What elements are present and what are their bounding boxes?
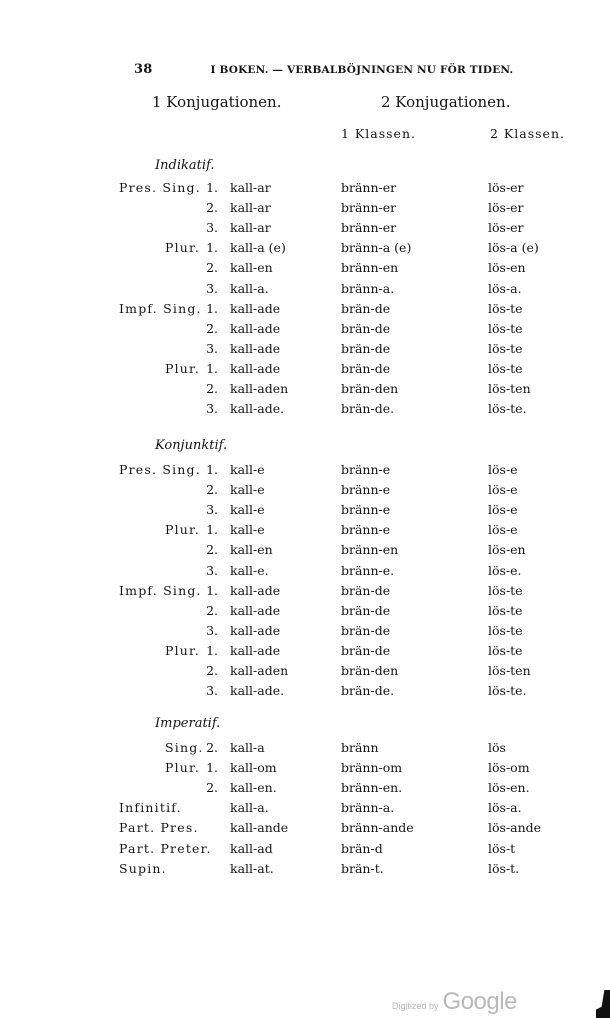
- form-second-conjugation-class-2: lös-a.: [488, 800, 522, 816]
- form-first-conjugation: kall-e: [230, 482, 265, 498]
- form-second-conjugation-class-1: bränn-en: [341, 260, 399, 276]
- form-second-conjugation-class-2: lös-om: [488, 760, 530, 776]
- form-label: Impf. Sing.: [119, 300, 202, 316]
- paradigm-row: [0, 260, 610, 280]
- section-title-konjunktif: Konjunktif.: [155, 438, 228, 453]
- person-number: 3.: [206, 562, 218, 578]
- form-second-conjugation-class-1: bränn-en: [341, 542, 399, 558]
- paradigm-row: [0, 301, 610, 321]
- paradigm-row: [0, 502, 610, 522]
- paradigm-row: [0, 760, 610, 780]
- form-second-conjugation-class-2: lös-er: [488, 180, 524, 195]
- section-title-indikatif: Indikatif.: [155, 158, 215, 173]
- person-number: 1.: [206, 760, 218, 776]
- form-second-conjugation-class-2: lös-ande: [488, 820, 542, 836]
- form-second-conjugation-class-1: brän-de: [341, 582, 391, 598]
- second-conjugation-class-1: 1 Klassen.: [341, 126, 416, 141]
- paradigm-row: [0, 522, 610, 542]
- person-number: 1.: [206, 240, 218, 256]
- scan-edge-mark: [596, 990, 610, 1018]
- paradigm-row: [0, 361, 610, 381]
- person-number: 2.: [206, 740, 218, 755]
- paradigm-row: [0, 643, 610, 663]
- form-second-conjugation-class-2: lös-te.: [488, 683, 527, 699]
- form-first-conjugation: kall-a.: [230, 800, 269, 816]
- person-number: 2.: [206, 320, 218, 336]
- paradigm-row: [0, 542, 610, 562]
- form-label: Pres. Sing.: [119, 180, 201, 195]
- form-first-conjugation: kall-at.: [230, 860, 274, 876]
- form-first-conjugation: kall-ade: [230, 642, 281, 658]
- form-second-conjugation-class-1: brän-de: [341, 642, 391, 658]
- form-first-conjugation: kall-en: [230, 260, 273, 276]
- form-label: Sing.: [165, 740, 204, 755]
- person-number: 1.: [206, 180, 218, 195]
- paradigm-row: [0, 200, 610, 220]
- person-number: 2.: [206, 602, 218, 618]
- paradigm-row: [0, 240, 610, 260]
- form-first-conjugation: kall-e: [230, 462, 265, 477]
- person-number: 2.: [206, 381, 218, 396]
- form-first-conjugation: kall-aden: [230, 663, 289, 678]
- form-second-conjugation-class-1: bränn-om: [341, 760, 403, 776]
- running-head: [134, 62, 514, 77]
- form-label: Part. Pres.: [119, 820, 199, 836]
- form-second-conjugation-class-2: lös-a.: [488, 280, 522, 296]
- person-number: 3.: [206, 502, 218, 518]
- paradigm-row: [0, 321, 610, 341]
- form-first-conjugation: kall-ade: [230, 340, 281, 356]
- form-first-conjugation: kall-ade: [230, 622, 281, 638]
- form-second-conjugation-class-1: bränn-e: [341, 462, 391, 477]
- page-number: 38: [134, 62, 153, 77]
- form-second-conjugation-class-2: lös-er: [488, 200, 524, 216]
- form-first-conjugation: kall-e: [230, 522, 265, 538]
- person-number: 3.: [206, 622, 218, 638]
- form-first-conjugation: kall-ande: [230, 820, 289, 836]
- form-second-conjugation-class-2: lös-a (e): [488, 240, 539, 256]
- person-number: 2.: [206, 780, 218, 796]
- form-second-conjugation-class-2: lös-e: [488, 502, 518, 518]
- form-first-conjugation: kall-om: [230, 760, 277, 776]
- form-second-conjugation-class-2: lös-te: [488, 642, 523, 658]
- form-first-conjugation: kall-a (e): [230, 240, 286, 256]
- form-second-conjugation-class-2: lös-te.: [488, 401, 527, 417]
- form-first-conjugation: kall-ade.: [230, 683, 285, 699]
- form-first-conjugation: kall-ade: [230, 602, 281, 618]
- form-first-conjugation: kall-ade: [230, 360, 281, 376]
- paradigm-row: [0, 401, 610, 421]
- google-logo: Google: [442, 988, 517, 1015]
- paradigm-row: [0, 563, 610, 583]
- form-first-conjugation: kall-a: [230, 740, 265, 755]
- form-second-conjugation-class-2: lös-te: [488, 360, 523, 376]
- form-first-conjugation: kall-a.: [230, 280, 269, 296]
- second-conjugation-class-2: 2 Klassen.: [490, 126, 565, 141]
- watermark-prefix: Digitized by: [392, 1001, 439, 1011]
- form-second-conjugation-class-1: bränn-er: [341, 220, 397, 236]
- person-number: 2.: [206, 663, 218, 678]
- form-second-conjugation-class-1: brän-de: [341, 320, 391, 336]
- form-second-conjugation-class-2: lös-te: [488, 300, 523, 316]
- person-number: 3.: [206, 340, 218, 356]
- form-label: Pres. Sing.: [119, 462, 201, 477]
- form-second-conjugation-class-1: bränn-a.: [341, 280, 395, 296]
- form-second-conjugation-class-1: brän-de.: [341, 683, 395, 699]
- form-label: Plur.: [165, 360, 201, 376]
- person-number: 3.: [206, 220, 218, 236]
- person-number: 3.: [206, 280, 218, 296]
- paradigm-row: [0, 180, 610, 200]
- form-first-conjugation: kall-en: [230, 542, 273, 558]
- form-second-conjugation-class-1: brän-de.: [341, 401, 395, 417]
- paradigm-row: [0, 603, 610, 623]
- form-second-conjugation-class-1: bränn-en.: [341, 780, 403, 796]
- form-label: Plur.: [165, 760, 201, 776]
- person-number: 1.: [206, 522, 218, 538]
- form-second-conjugation-class-1: bränn-a (e): [341, 240, 412, 256]
- form-second-conjugation-class-2: lös-e.: [488, 562, 522, 578]
- person-number: 2.: [206, 260, 218, 276]
- paradigm-row: [0, 800, 610, 820]
- paradigm-row: [0, 820, 610, 840]
- person-number: 3.: [206, 683, 218, 699]
- form-label: Plur.: [165, 642, 201, 658]
- paradigm-row: [0, 780, 610, 800]
- paradigm-row: [0, 683, 610, 703]
- form-first-conjugation: kall-en.: [230, 780, 277, 796]
- paradigm-row: [0, 462, 610, 482]
- form-first-conjugation: kall-e: [230, 502, 265, 518]
- paradigm-row: [0, 740, 610, 760]
- person-number: 1.: [206, 300, 218, 316]
- paradigm-row: [0, 841, 610, 861]
- form-label: Part. Preter.: [119, 840, 212, 856]
- form-second-conjugation-class-1: brän-d: [341, 840, 383, 856]
- form-second-conjugation-class-2: lös-te: [488, 320, 523, 336]
- form-first-conjugation: kall-ade: [230, 300, 281, 316]
- person-number: 1.: [206, 462, 218, 477]
- paradigm-row: [0, 482, 610, 502]
- paradigm-row: [0, 341, 610, 361]
- form-first-conjugation: kall-ar: [230, 180, 271, 195]
- second-conjugation-heading: 2 Konjugationen.: [381, 93, 511, 111]
- form-second-conjugation-class-2: lös-te: [488, 602, 523, 618]
- form-label: Supin.: [119, 860, 167, 876]
- form-label: Impf. Sing.: [119, 582, 202, 598]
- form-second-conjugation-class-2: lös-ten: [488, 663, 531, 678]
- form-second-conjugation-class-1: bränn-e: [341, 482, 391, 498]
- form-first-conjugation: kall-ar: [230, 200, 271, 216]
- running-head-title: I BOKEN. — VERBALBÖJNINGEN NU FÖR TIDEN.: [210, 64, 514, 76]
- form-first-conjugation: kall-ade: [230, 582, 281, 598]
- form-first-conjugation: kall-ade: [230, 320, 281, 336]
- form-second-conjugation-class-1: brän-den: [341, 663, 399, 678]
- form-second-conjugation-class-1: brän-den: [341, 381, 399, 396]
- person-number: 1.: [206, 360, 218, 376]
- form-second-conjugation-class-1: bränn-ande: [341, 820, 414, 836]
- form-first-conjugation: kall-e.: [230, 562, 269, 578]
- person-number: 3.: [206, 401, 218, 417]
- digitized-by-google-watermark: [392, 988, 517, 1016]
- form-second-conjugation-class-1: bränn-e: [341, 522, 391, 538]
- form-first-conjugation: kall-ar: [230, 220, 271, 236]
- form-second-conjugation-class-2: lös: [488, 740, 506, 755]
- form-second-conjugation-class-2: lös-t: [488, 840, 516, 856]
- form-second-conjugation-class-2: lös-er: [488, 220, 524, 236]
- form-second-conjugation-class-1: brän-de: [341, 602, 391, 618]
- form-second-conjugation-class-1: bränn: [341, 740, 379, 755]
- paradigm-row: [0, 381, 610, 401]
- person-number: 2.: [206, 482, 218, 498]
- form-second-conjugation-class-2: lös-ten: [488, 381, 531, 396]
- form-label: Plur.: [165, 522, 201, 538]
- person-number: 2.: [206, 200, 218, 216]
- paradigm-row: [0, 663, 610, 683]
- form-first-conjugation: kall-ade.: [230, 401, 285, 417]
- form-second-conjugation-class-2: lös-e: [488, 462, 518, 477]
- person-number: 1.: [206, 642, 218, 658]
- form-second-conjugation-class-1: bränn-er: [341, 200, 397, 216]
- form-second-conjugation-class-2: lös-en.: [488, 780, 530, 796]
- form-second-conjugation-class-2: lös-te: [488, 622, 523, 638]
- form-second-conjugation-class-2: lös-e: [488, 482, 518, 498]
- form-first-conjugation: kall-aden: [230, 381, 289, 396]
- paradigm-row: [0, 220, 610, 240]
- paradigm-row: [0, 281, 610, 301]
- paradigm-row: [0, 623, 610, 643]
- person-number: 2.: [206, 542, 218, 558]
- form-second-conjugation-class-1: brän-de: [341, 340, 391, 356]
- form-first-conjugation: kall-ad: [230, 840, 273, 856]
- form-second-conjugation-class-1: brän-t.: [341, 860, 384, 876]
- form-second-conjugation-class-1: brän-de: [341, 360, 391, 376]
- form-label: Infinitif.: [119, 800, 182, 816]
- form-second-conjugation-class-1: brän-de: [341, 300, 391, 316]
- form-second-conjugation-class-1: bränn-a.: [341, 800, 395, 816]
- form-second-conjugation-class-2: lös-e: [488, 522, 518, 538]
- form-second-conjugation-class-2: lös-en: [488, 260, 526, 276]
- form-label: Plur.: [165, 240, 201, 256]
- paradigm-row: [0, 861, 610, 881]
- form-second-conjugation-class-1: bränn-e.: [341, 562, 395, 578]
- form-second-conjugation-class-2: lös-t.: [488, 860, 520, 876]
- form-second-conjugation-class-1: brän-de: [341, 622, 391, 638]
- form-second-conjugation-class-1: bränn-e: [341, 502, 391, 518]
- form-second-conjugation-class-2: lös-en: [488, 542, 526, 558]
- form-second-conjugation-class-2: lös-te: [488, 340, 523, 356]
- form-second-conjugation-class-2: lös-te: [488, 582, 523, 598]
- person-number: 1.: [206, 582, 218, 598]
- paradigm-row: [0, 583, 610, 603]
- first-conjugation-heading: 1 Konjugationen.: [152, 93, 282, 111]
- section-title-imperatif: Imperatif.: [155, 716, 221, 731]
- form-second-conjugation-class-1: bränn-er: [341, 180, 397, 195]
